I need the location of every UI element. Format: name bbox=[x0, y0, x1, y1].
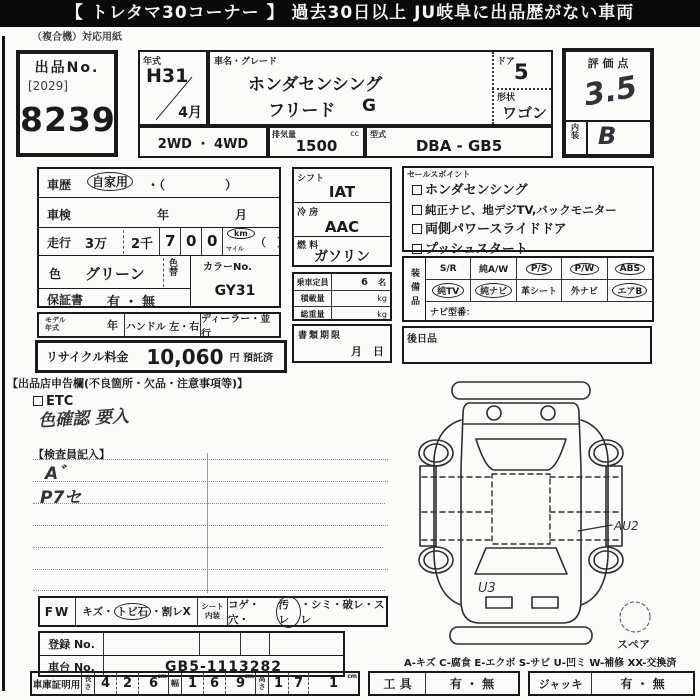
height-digit: 1 cm bbox=[328, 673, 357, 691]
car-name-box bbox=[208, 50, 553, 126]
color-label: 色 bbox=[49, 267, 62, 281]
docs-deadline-box bbox=[292, 324, 392, 363]
interior-label: 内装 bbox=[571, 123, 579, 141]
tools-value: 有 ・ 無 bbox=[449, 677, 495, 691]
interior-value: B bbox=[598, 122, 617, 150]
chassis-number: GB5-1113282 bbox=[165, 658, 282, 675]
rear-window bbox=[475, 548, 567, 574]
warranty-label: 保証書 bbox=[47, 293, 84, 307]
door-value: 5 bbox=[514, 60, 529, 84]
car-damage-diagram bbox=[406, 376, 698, 652]
score-value: 3.5 bbox=[581, 69, 640, 114]
mileage-digit3: 0 bbox=[207, 232, 218, 250]
seat-post: ・シミ・破レ・スレ bbox=[300, 598, 385, 626]
later-items-box bbox=[402, 326, 652, 364]
color-no-label: カラーNo. bbox=[203, 262, 253, 273]
sales-point-text: 両側パワースライドドア bbox=[425, 222, 567, 237]
model-code-value: DBA - GB5 bbox=[415, 137, 503, 155]
year-label: 年式 bbox=[143, 57, 162, 67]
equip-alloy: 純A/W bbox=[479, 265, 509, 275]
equip-navi: 純ナビ bbox=[475, 283, 512, 298]
width-label: 幅 bbox=[171, 679, 179, 688]
tools-label: 工 具 bbox=[383, 677, 412, 691]
length-digit: 2 bbox=[117, 673, 139, 694]
damage-mark-rear: U3 bbox=[478, 581, 496, 596]
fw-label-cell bbox=[40, 598, 76, 625]
inspector-note-2: P7セ bbox=[40, 488, 82, 508]
tools-box bbox=[368, 671, 520, 696]
drive-box bbox=[138, 126, 268, 158]
ruled-line bbox=[33, 590, 385, 591]
jack-value: 有 ・ 無 bbox=[620, 677, 665, 691]
inspection-label: 車検 bbox=[47, 208, 72, 222]
equip-abs: ABS bbox=[615, 263, 645, 275]
height-label-cell bbox=[256, 673, 269, 694]
seat-pre: コゲ・穴・ bbox=[228, 598, 260, 626]
capacity-table bbox=[292, 272, 392, 321]
ruled-line bbox=[33, 525, 388, 526]
later-items-label: 後日品 bbox=[407, 334, 437, 345]
equip-pw: P/W bbox=[570, 263, 600, 275]
checkbox-icon bbox=[412, 224, 422, 234]
fuel-label: 燃 料 bbox=[297, 241, 319, 251]
length-unit: cm bbox=[157, 673, 167, 680]
weight-value-cell bbox=[332, 307, 390, 321]
handle-cell bbox=[125, 314, 201, 336]
panel-dash-lines bbox=[422, 474, 620, 544]
mileage-label: 走行 bbox=[47, 236, 72, 250]
seller-handwritten-note: 色確認 要入 bbox=[37, 406, 130, 432]
sales-point-item bbox=[412, 219, 617, 239]
load-value-cell bbox=[332, 291, 390, 306]
shift-label: シフト bbox=[297, 174, 325, 184]
ac-cell bbox=[294, 202, 390, 237]
left-side-panel bbox=[434, 420, 461, 605]
color-change-divider bbox=[163, 258, 164, 287]
front-bumper bbox=[452, 382, 590, 399]
damage-legend: A-キズ C-腐食 E-エクボ S-サビ U-凹ミ W-補修 XX-交換済 bbox=[404, 658, 677, 669]
d-cell-border2 bbox=[180, 228, 181, 256]
car-name-line2: フリード bbox=[268, 101, 336, 121]
equipment-table bbox=[402, 256, 654, 322]
mileage-digit2: 0 bbox=[186, 232, 197, 250]
score-label: 評 価 点 bbox=[587, 57, 629, 70]
inspector-note-1: A゛ bbox=[45, 464, 76, 484]
grade-score-box bbox=[562, 48, 654, 158]
displacement-unit: cc bbox=[350, 129, 359, 138]
mileage-row bbox=[39, 227, 288, 256]
dealer-cell bbox=[201, 314, 279, 340]
load-unit: kg bbox=[377, 294, 387, 303]
sales-point-item bbox=[412, 180, 617, 200]
nav-model-label: ナビ型番： bbox=[430, 307, 476, 318]
sales-point-item bbox=[412, 200, 617, 219]
seat-label-2: 内装 bbox=[205, 610, 220, 620]
recycle-fee-box bbox=[35, 340, 287, 373]
year-value: H31 bbox=[146, 65, 189, 87]
length-digit: 4 bbox=[95, 673, 117, 694]
d-cell-border1 bbox=[159, 228, 160, 256]
interior-row bbox=[566, 120, 650, 154]
height-digit: 1 bbox=[269, 673, 289, 694]
width-unit: cm bbox=[244, 673, 254, 680]
garage-label: 車庫証明用 bbox=[32, 679, 81, 691]
vehicle-info-table bbox=[37, 167, 288, 310]
model-code-label: 型式 bbox=[370, 130, 386, 139]
spare-tire-circle bbox=[620, 602, 650, 632]
auction-number-label: 出品No. bbox=[34, 60, 100, 76]
capacity-unit: 名 bbox=[378, 277, 386, 287]
registration-cell bbox=[270, 633, 343, 655]
jack-value-cell bbox=[592, 673, 693, 694]
jack-box bbox=[528, 671, 695, 696]
page-left-border bbox=[2, 36, 5, 691]
damage-mark-side: AU2 bbox=[614, 519, 639, 533]
ruled-line bbox=[33, 459, 388, 460]
interior-label-cell bbox=[566, 122, 588, 154]
checkbox-icon bbox=[412, 205, 422, 215]
mechanical-box bbox=[292, 167, 392, 267]
equip-ext-navi: 外ナビ bbox=[570, 287, 598, 297]
car-grade: G bbox=[362, 96, 376, 116]
history-label: 車歴 bbox=[47, 178, 72, 192]
windshield bbox=[476, 439, 566, 470]
checkbox-icon bbox=[412, 244, 422, 254]
car-name-label: 車名・グレード bbox=[214, 57, 278, 67]
d-cell-border4 bbox=[222, 228, 223, 256]
sales-points-label: セールスポイント bbox=[407, 170, 471, 179]
mileage-div1 bbox=[123, 230, 124, 254]
history-value: 自家用 bbox=[87, 172, 133, 191]
etc-checkbox-icon bbox=[33, 396, 43, 406]
width-label-cell bbox=[169, 673, 182, 694]
capacity-value: 6 bbox=[361, 276, 368, 288]
warranty-value: 有 ・ 無 bbox=[107, 295, 156, 310]
equipment-label: 装備品 bbox=[409, 268, 419, 310]
recycle-unit: 円 預託済 bbox=[229, 353, 273, 364]
fuel-value: ガソリン bbox=[314, 249, 370, 265]
chassis-label: 車台 No. bbox=[48, 660, 95, 674]
equip-ps: P/S bbox=[526, 263, 552, 275]
history-row bbox=[39, 169, 279, 197]
ruled-line bbox=[33, 547, 383, 548]
etc-label: ETC bbox=[46, 394, 74, 409]
rear-lamp-left bbox=[486, 597, 512, 608]
inspector-title: 【検査員記入】 bbox=[33, 448, 110, 461]
mileage-man: 3万 bbox=[85, 237, 108, 252]
damage-leader-line bbox=[578, 525, 612, 531]
displacement-label: 排気量 bbox=[272, 130, 296, 139]
equip-tv: 純TV bbox=[432, 283, 464, 298]
lot-stamp: [2029] bbox=[28, 79, 68, 93]
seat-damage-cell bbox=[228, 598, 386, 625]
width-digit: 1 bbox=[182, 673, 204, 694]
equip-airbag: エアB bbox=[612, 283, 647, 298]
glass-pre: キズ・ bbox=[82, 606, 114, 618]
shift-value: IAT bbox=[328, 183, 356, 201]
inspection-year: 年 bbox=[157, 208, 170, 222]
weight-unit: kg bbox=[377, 309, 387, 319]
equip-leather: 革シート bbox=[521, 287, 558, 297]
color-no-value: GY31 bbox=[214, 283, 256, 299]
year-box bbox=[138, 50, 208, 126]
equip-sr: S/R bbox=[439, 263, 457, 274]
color-value: グリーン bbox=[85, 265, 145, 283]
tools-label-cell bbox=[370, 673, 426, 694]
height-unit: cm bbox=[347, 673, 357, 680]
shape-value: ワゴン bbox=[502, 104, 548, 122]
color-change-label: 色替 bbox=[169, 259, 179, 279]
garage-dimensions-table bbox=[30, 671, 360, 696]
year-month: 4月 bbox=[178, 105, 202, 121]
registration-label: 登録 No. bbox=[48, 638, 95, 651]
ruled-line bbox=[33, 569, 388, 570]
seat-label-cell bbox=[198, 598, 228, 625]
mileage-unit-mile: マイル bbox=[226, 246, 244, 253]
shift-cell bbox=[294, 169, 390, 202]
handle-value: ハンドル 左・右 bbox=[125, 321, 200, 333]
corner-banner: 【 トレタマ30コーナー 】 過去30日以上 JU岐阜に出品歴がない車両 bbox=[0, 0, 700, 27]
width-digit: 9 cm bbox=[226, 673, 256, 694]
checkbox-icon bbox=[412, 185, 422, 195]
auction-number-box bbox=[16, 50, 118, 157]
docs-deadline-label: 書類期限 bbox=[298, 331, 343, 341]
dealer-value: ディーラー・並行 bbox=[201, 314, 271, 340]
recycle-label: リサイクル料金 bbox=[46, 350, 129, 364]
registration-cell bbox=[104, 633, 200, 655]
history-rest: ・（ ） bbox=[147, 178, 238, 192]
ac-label: 冷 房 bbox=[297, 208, 319, 218]
sales-points-box bbox=[402, 166, 654, 257]
equipment-label-cell bbox=[404, 258, 426, 320]
declaration-title: 【出品店申告欄(不良箇所・欠品・注意事項等)】 bbox=[7, 377, 249, 390]
jack-label-cell bbox=[530, 673, 592, 694]
length-label: 長さ bbox=[84, 675, 92, 691]
ruled-line bbox=[33, 503, 385, 504]
mileage-digit1: 7 bbox=[165, 232, 176, 250]
fuel-cell bbox=[294, 236, 390, 266]
capacity-label: 乗車定員 bbox=[294, 274, 332, 290]
capacity-value-cell bbox=[332, 274, 390, 290]
displacement-value: 1500 bbox=[295, 137, 338, 155]
spare-tire-label: スペア bbox=[617, 638, 650, 651]
height-digit: 7 bbox=[289, 673, 309, 694]
length-digit: 6 cm bbox=[139, 673, 169, 694]
registration-cell bbox=[241, 633, 270, 655]
shape-label: 形状 bbox=[497, 93, 516, 103]
length-label-cell bbox=[82, 673, 95, 694]
door-label: ドア bbox=[497, 57, 515, 67]
seat-label-1: シート bbox=[201, 602, 224, 612]
glass-damage-cell bbox=[76, 598, 198, 625]
d-cell-border3 bbox=[201, 228, 202, 256]
inspection-month: 月 bbox=[235, 208, 248, 222]
paper-type-note: （複合機）対応用紙 bbox=[32, 32, 122, 43]
height-label: 高さ bbox=[258, 675, 266, 691]
docs-deadline-value: 月 日 bbox=[351, 345, 384, 358]
cowl-circle-right bbox=[541, 406, 555, 420]
registration-label-cell bbox=[40, 633, 104, 655]
mileage-sen: 2千 bbox=[131, 237, 154, 252]
mileage-paren: （ ） bbox=[255, 236, 288, 249]
width-digit: 6 bbox=[204, 673, 226, 694]
glass-post: ・割レX bbox=[151, 606, 191, 618]
cowl-circle-left bbox=[487, 406, 501, 420]
inspector-column-divider bbox=[207, 453, 208, 593]
rear-lamp-right bbox=[532, 597, 558, 608]
fw-label: FW bbox=[44, 604, 71, 619]
model-year-unit: 年 bbox=[107, 319, 118, 332]
recycle-value: 10,060 bbox=[146, 344, 224, 369]
model-code-box bbox=[365, 126, 553, 158]
load-label: 積載量 bbox=[294, 291, 332, 306]
fw-table bbox=[38, 596, 388, 627]
color-no-cell bbox=[190, 255, 279, 308]
ac-value: AAC bbox=[324, 218, 360, 236]
warranty-row bbox=[39, 288, 190, 309]
model-year-row bbox=[37, 312, 281, 338]
ruled-line bbox=[33, 481, 388, 482]
inspection-row bbox=[39, 197, 279, 228]
seat-circled: 汚レ bbox=[276, 596, 301, 628]
drive-value: 2WD ・ 4WD bbox=[157, 136, 249, 152]
car-name-line1: ホンダセンシング bbox=[248, 75, 383, 95]
displacement-box bbox=[268, 126, 365, 158]
sales-point-text: プッシュスタート bbox=[425, 242, 528, 257]
sales-point-text: 純正ナビ、地デジTV,バックモニター bbox=[425, 203, 617, 217]
rear-bumper bbox=[450, 627, 592, 644]
jack-label: ジャッキ bbox=[538, 677, 583, 691]
registration-cell bbox=[200, 633, 241, 655]
garage-label-cell bbox=[32, 673, 82, 694]
glass-circled: トビ石 bbox=[114, 603, 152, 620]
auction-number-value: 8239 bbox=[20, 100, 116, 139]
model-year-label: モデル年式 bbox=[45, 316, 66, 332]
mileage-unit-km: km bbox=[227, 228, 255, 239]
sales-point-text: ホンダセンシング bbox=[425, 183, 528, 198]
tools-value-cell bbox=[426, 673, 518, 694]
weight-label: 総重量 bbox=[294, 307, 332, 321]
